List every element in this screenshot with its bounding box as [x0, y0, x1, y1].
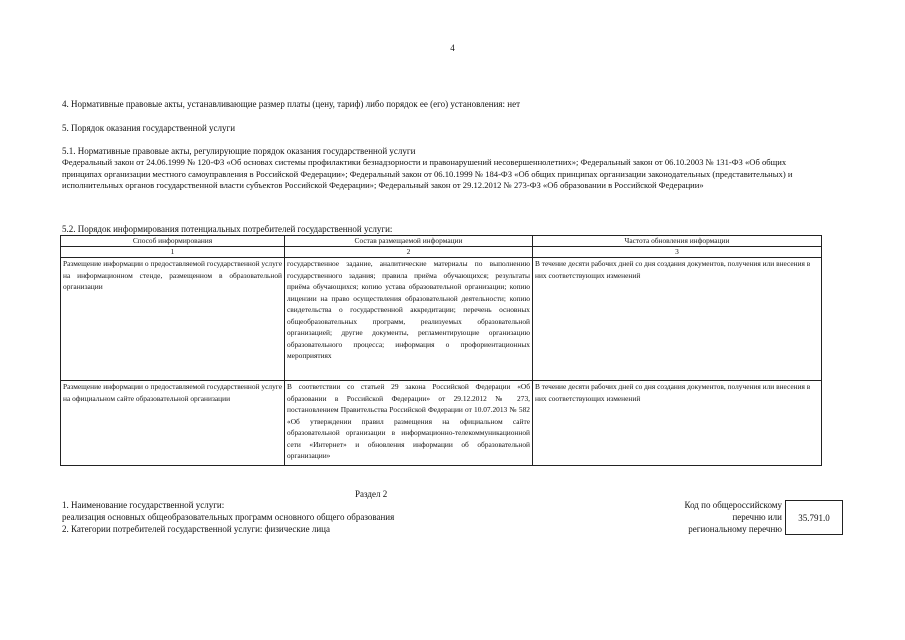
header-frequency: Частота обновления информации — [533, 236, 822, 247]
header-content: Состав размещаемой информации — [285, 236, 533, 247]
cell-frequency: В течение десяти рабочих дней со дня создания документов, получения или внесения в них соответствующих изменений — [533, 381, 822, 466]
item-5-heading: 5. Порядок оказания государственной услуги — [62, 123, 236, 133]
cell-method: Размещение информации о предоставляемой государственной услуге на информационном стенде, размещенном в образовательной организации — [61, 258, 285, 381]
registry-code-label — [640, 499, 782, 535]
page-number: 4 — [450, 43, 455, 53]
cell-frequency: В течение десяти рабочих дней со дня создания документов, получения или внесения в них соответствующих изменений — [533, 258, 822, 381]
item-5-1-heading: 5.1. Нормативные правовые акты, регулирующие порядок оказания государственной услуги — [62, 146, 416, 156]
header-method: Способ информирования — [61, 236, 285, 247]
consumer-categories: 2. Категории потребителей государственной услуги: физические лица — [62, 524, 330, 534]
column-number: 3 — [533, 247, 822, 258]
item-4-fees: 4. Нормативные правовые акты, устанавливающие размер платы (цену, тариф) либо порядок ее (его) установления: нет — [62, 99, 521, 109]
registry-code-value: 35.791.0 — [798, 512, 830, 523]
code-label-line: перечню или — [732, 512, 782, 522]
column-number: 2 — [285, 247, 533, 258]
cell-method: Размещение информации о предоставляемой государственной услуге на официальном сайте образовательной организации — [61, 381, 285, 466]
information-table — [60, 235, 822, 466]
table-header-row — [61, 236, 822, 247]
item-5-1-laws: Федеральный закон от 24.06.1999 № 120-ФЗ «Об основах системы профилактики безнадзорности и правонарушений несовершеннолетних»; Федеральный закон от 06.10.2003 № 131-ФЗ «Об общих принципах организации местного самоуправления в Российской Федерации»; Федеральный закон от 06.10.1999 № 184-ФЗ «Об общих принципах организации законодательных (представительных) и исполнительных органов государственной власти субъектов Российской Федерации»; Федеральный закон от 29.12.2012 № 273-ФЗ «Об образовании в Российской Федерации» — [62, 157, 793, 190]
service-name-label: 1. Наименование государственной услуги: — [62, 500, 225, 510]
code-label-line: Код по общероссийскому — [684, 500, 782, 510]
table-row — [61, 381, 822, 466]
registry-code-box — [785, 500, 843, 535]
service-name-value: реализация основных общеобразовательных программ основного общего образования — [62, 512, 395, 522]
item-5-2-heading: 5.2. Порядок информирования потенциальных потребителей государственной услуги: — [62, 224, 393, 234]
code-label-line: региональному перечню — [688, 524, 782, 534]
section-title: Раздел 2 — [355, 489, 388, 499]
table-number-row — [61, 247, 822, 258]
cell-content: государственное задание, аналитические материалы по выполнению государственного задания; правила приёма обучающихся; результаты приёма обучающихся; копию устава образовательной организации; копию лицензии на право осуществления образовательной деятельности; копию свидетельства о государственной аккредитации; перечень основных общеобразовательных программ, реализуемых образовательной организацией; другие документы, регламентирующие организацию образовательного процесса; информация о профориентационных мероприятиях — [285, 258, 533, 381]
table-row — [61, 258, 822, 381]
column-number: 1 — [61, 247, 285, 258]
cell-content: В соответствии со статьей 29 закона Российской Федерации «Об образовании в Российской Федерации» от 29.12.2012 № 273, постановлением Правительства Российской Федерации от 10.07.2013 № 582 «Об утверждении правил размещения на официальном сайте образовательной организации в информационно-телекоммуникационной сети «Интернет» и обновления информации об образовательной организации» — [285, 381, 533, 466]
